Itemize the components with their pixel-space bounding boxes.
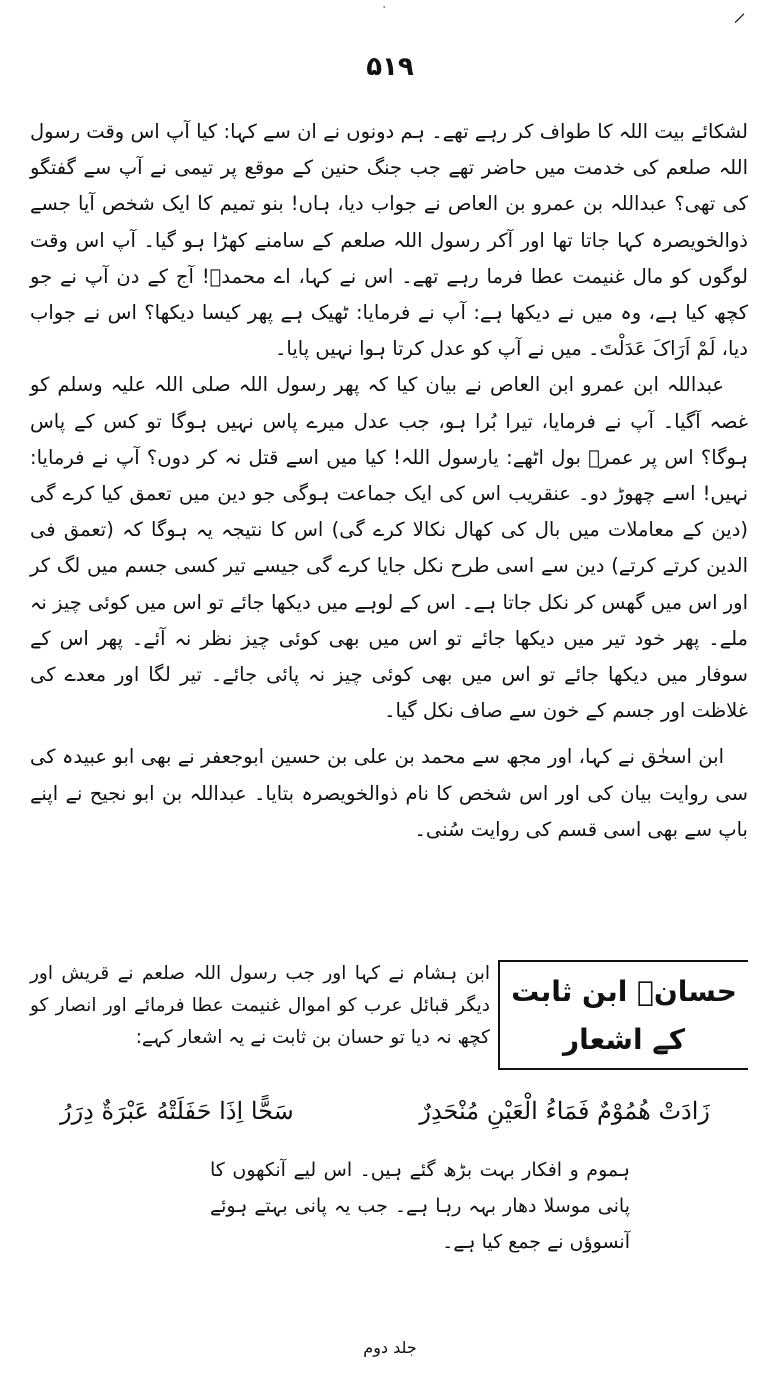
poetry-section	[30, 958, 748, 1070]
section-heading: حسانؓ ابن ثابت کے اشعار	[498, 960, 748, 1070]
paragraph-1: لشکائے بیت اللہ کا طواف کر رہے تھے۔ ہم دونوں نے ان سے کہا: کیا آپ اس وقت رسول اللہ صلعم کی خدمت میں حاضر تھے جب جنگ حنین کے موقع پر تیمی نے آپ سے گفتگو کی تھی؟ عبداللہ بن عمرو بن العاص نے جواب دیا، ہاں! بنو تمیم کا ایک شخص آیا جسے ذوالخویصرہ کہا جاتا تھا اور آکر رسول اللہ صلعم کے سامنے کھڑا ہو گیا۔ آپ اس وقت لوگوں کو مال غنیمت عطا فرما رہے تھے۔ اس نے کہا، اے محمدؐ! آج کے دن آپ نے جو کچھ کیا ہے، وہ میں نے دیکھا ہے: آپ نے فرمایا: ٹھیک ہے پھر کیسا دیکھا؟ اس نے جواب دیا، لَمْ اَرَاکَ عَدَلْتَ۔ میں نے آپ کو عدل کرتا ہوا نہیں پایا۔	[30, 120, 748, 361]
paragraph-2: عبداللہ ابن عمرو ابن العاص نے بیان کیا کہ پھر رسول اللہ صلی اللہ علیہ وسلم کو غصہ آگیا۔ آپ نے فرمایا، تیرا بُرا ہو، جب عدل میرے پاس نہیں ہوگا تو کس کے پاس ہوگا؟ اس پر عمرؓ بول اٹھے: یارسول اللہ! کیا میں اسے قتل نہ کر دوں؟ آپ نے فرمایا: نہیں! اسے چھوڑ دو۔ عنقریب اس کی ایک جماعت ہوگی جو دین میں تعمق کیا کرے گی (دین کے معاملات میں بال کی کھال نکالا کرے گی) اس کا نتیجہ یہ ہوگا کہ (تعمق فی الدین کرتے کرتے) دین سے اسی طرح نکل جایا کرے گی جیسے تیر کسی جسم میں لگ کر اور اس میں گھس کر نکل جاتا ہے۔ اس کے لوہے میں دیکھا جائے تو اس میں کوئی چیز نہ ملے۔ پھر خود تیر میں دیکھا جائے تو اس میں بھی کوئی چیز نظر نہ آئے۔ پھر اس کے سوفار میں دیکھا جائے تو اس میں بھی کوئی چیز نہ پائی جائے۔ تیر لگا اور معدے کی غلاظت اور جسم کے خون سے صاف نکل گیا۔	[30, 373, 748, 723]
section-intro-text: ابن ہشام نے کہا اور جب رسول اللہ صلعم نے قریش اور دیگر قبائل عرب کو اموال غنیمت عطا فرمائے اور انصار کو کچھ نہ دیا تو حسان بن ثابت نے یہ اشعار کہے:	[30, 963, 490, 1048]
page-number: ۵۱۹	[366, 52, 414, 82]
verse-translation: ہموم و افکار بہت بڑھ گئے ہیں۔ اس لیے آنکھوں کا پانی موسلا دھار بہہ رہا ہے۔ جب یہ پانی بہتے ہوئے آنسوؤں نے جمع کیا ہے۔	[210, 1159, 630, 1253]
scan-speck-decoration: ·	[382, 0, 387, 16]
main-text	[30, 114, 748, 848]
arabic-verse	[60, 1094, 710, 1128]
corner-mark-decoration: ⸝	[733, 0, 747, 28]
verse-hemistich-first: زَادَتْ هُمُوْمٌ فَمَاءُ الْعَيْنِ مُنْحَدِرٌ	[419, 1097, 710, 1125]
volume-footer: جلد دوم	[363, 1338, 417, 1357]
paragraph-3: ابن اسحٰق نے کہا، اور مجھ سے محمد بن علی بن حسین ابوجعفر نے بھی ابو عبیدہ کی سی روایت بیان کی اور اس شخص کا نام ذوالخویصرہ بتایا۔ عبداللہ بن ابو نجیح نے اپنے باپ سے بھی اسی قسم کی روایت سُنی۔	[30, 745, 748, 841]
verse-hemistich-second: سَحًّا اِذَا حَفَلَتْهُ عَبْرَةٌ دِرَرُ	[60, 1097, 294, 1125]
